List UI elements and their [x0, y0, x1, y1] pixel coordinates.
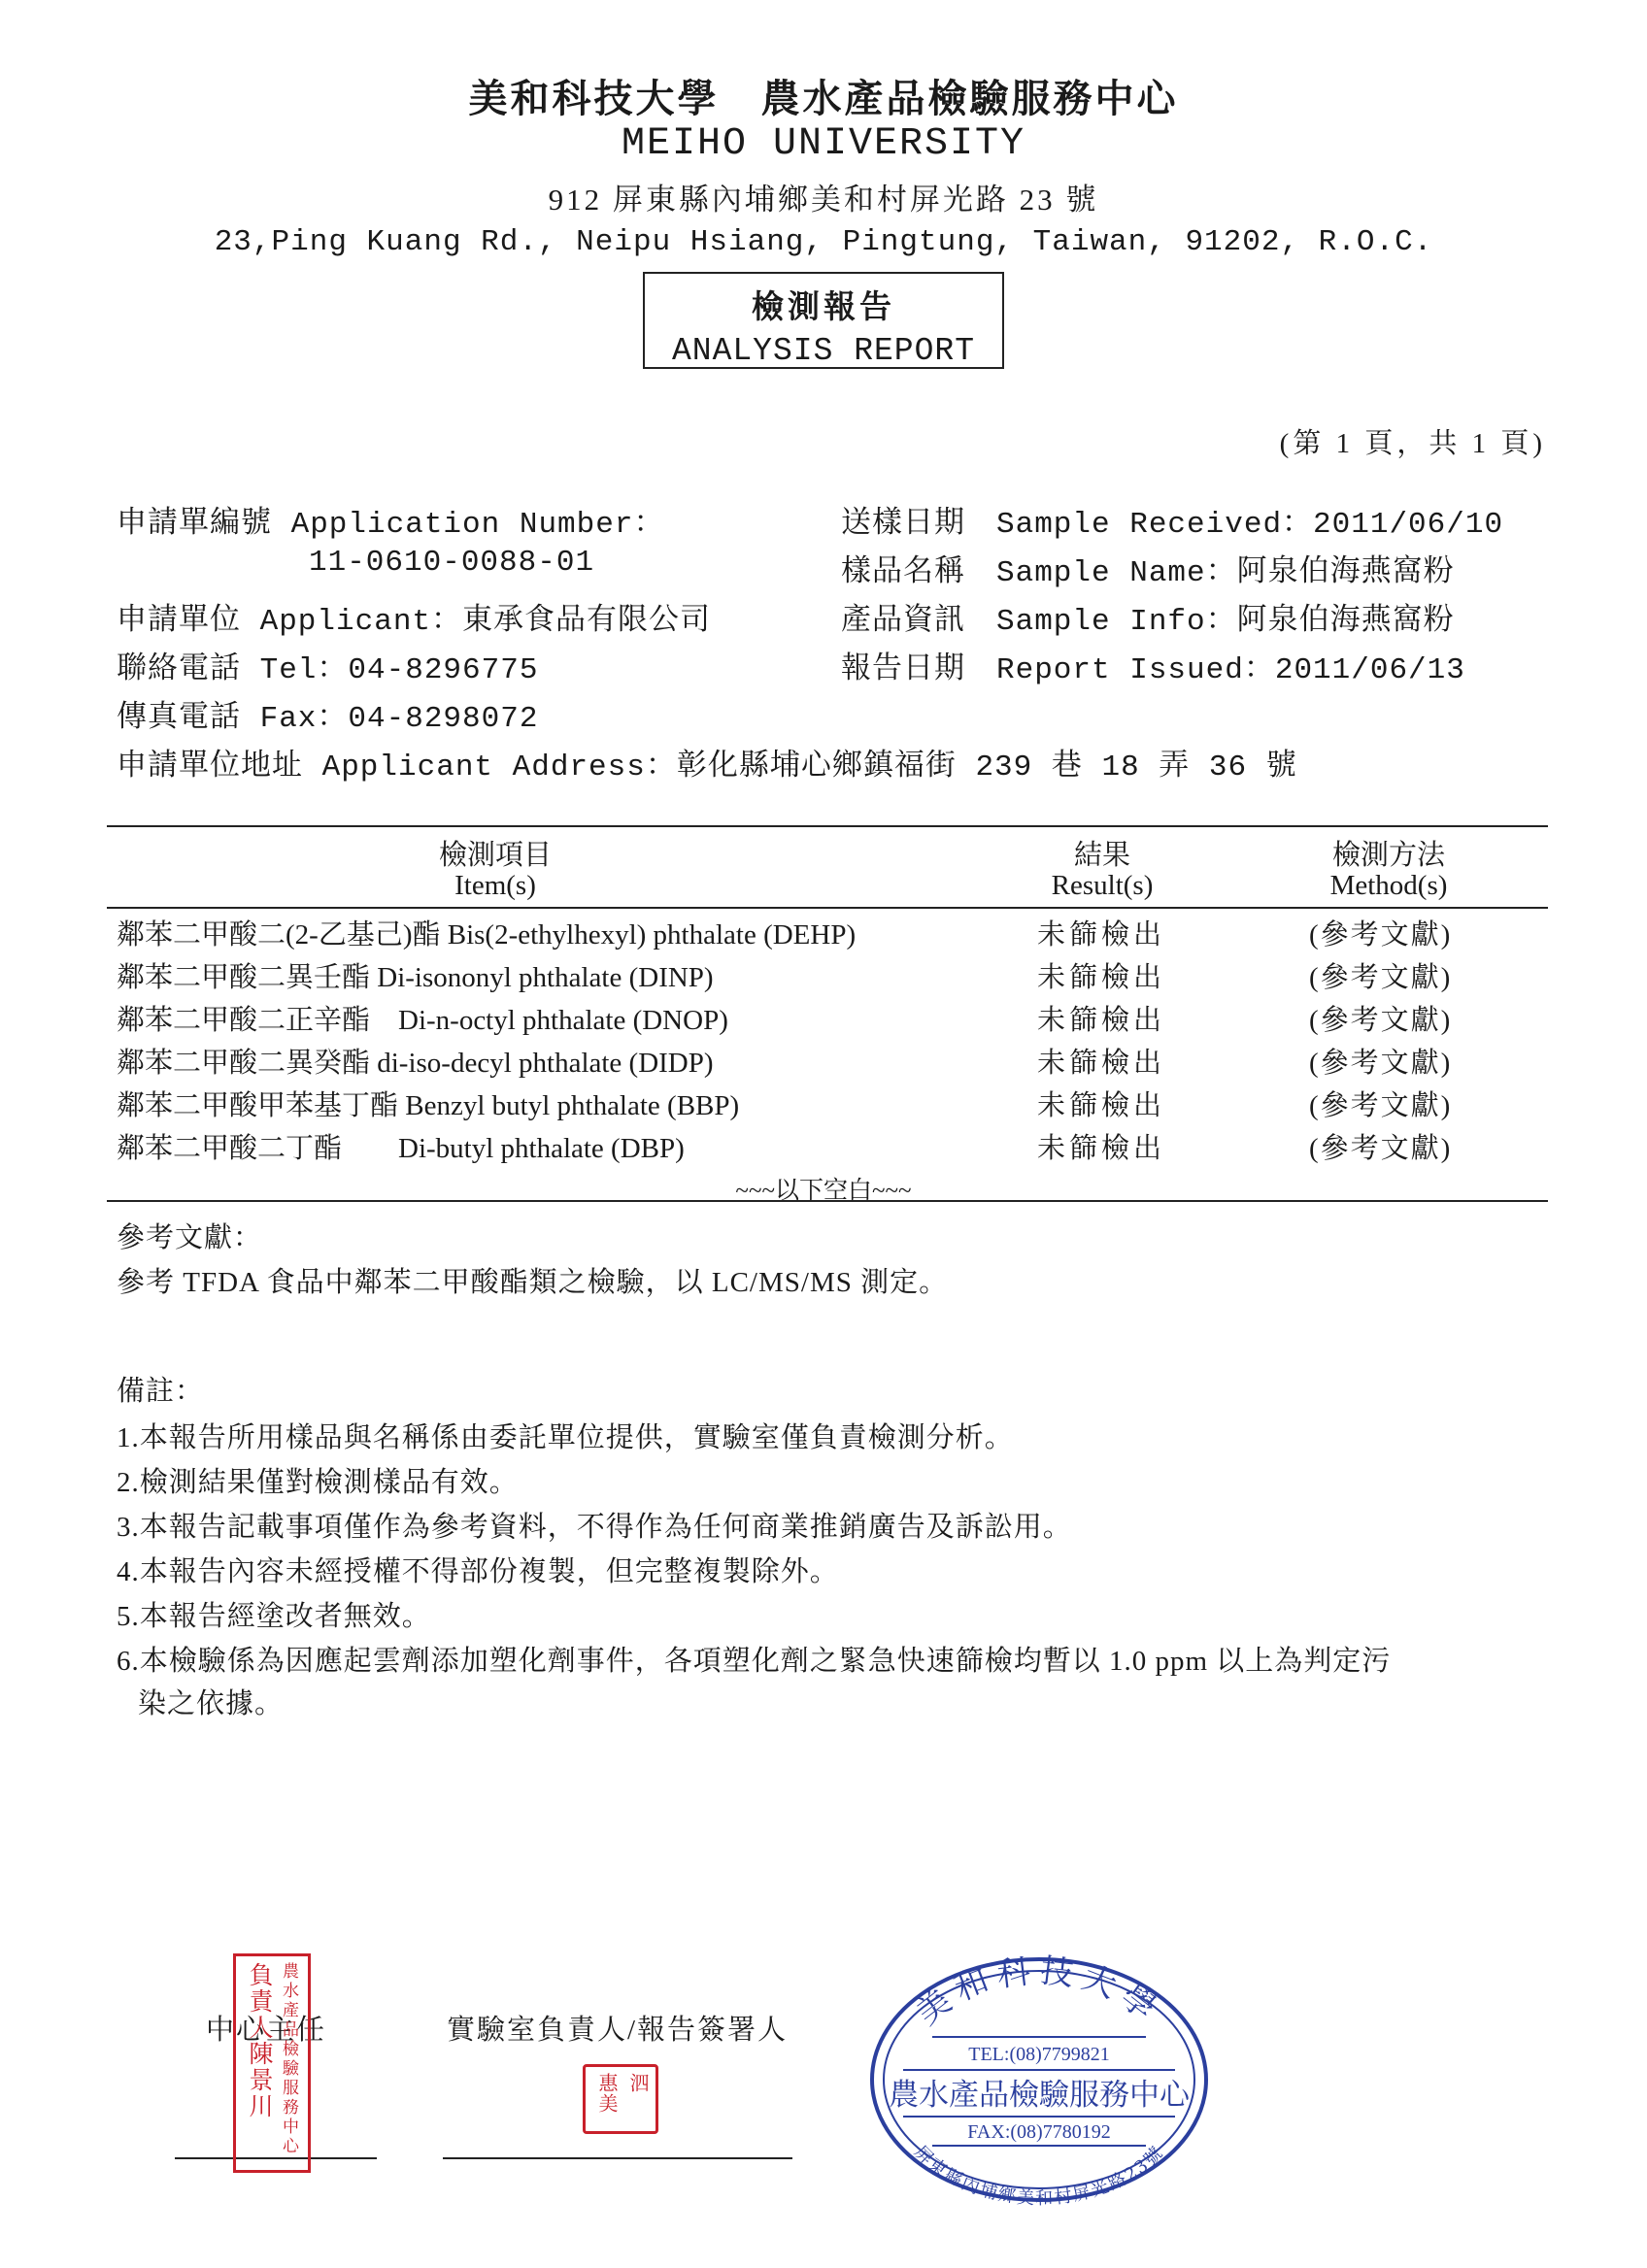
stamp-fax: FAX:(08)7780192	[967, 2121, 1111, 2143]
row-method: (參考文獻)	[1309, 919, 1453, 951]
table-header-rule	[107, 907, 1548, 909]
row-method: (參考文獻)	[1309, 962, 1453, 993]
table-top-rule	[107, 825, 1548, 827]
table-row	[0, 955, 1647, 998]
row-result: 未篩檢出	[1037, 962, 1166, 993]
row-method: (參考文獻)	[1309, 1005, 1453, 1036]
sample-name: 樣品名稱 Sample Name：阿泉伯海燕窩粉	[841, 556, 1455, 590]
institution-address-en: 23,Ping Kuang Rd., Neipu Hsiang, Pingtung, Taiwan, 91202, R.O.C.	[214, 225, 1433, 259]
row-result: 未篩檢出	[1037, 1090, 1166, 1121]
fax: 傳真電話 Fax：04-8298072	[117, 702, 539, 736]
row-method: (參考文獻)	[1309, 1133, 1453, 1164]
note-item: 2.檢測結果僅對檢測樣品有效。	[117, 1467, 519, 1498]
table-bottom-rule	[107, 1200, 1548, 1202]
row-item: 鄰苯二甲酸二(2-乙基己)酯 Bis(2-ethylhexyl) phthalate (DEHP)	[117, 919, 857, 951]
institution-title-zh: 美和科技大學 農水產品檢驗服務中心	[468, 77, 1179, 120]
row-result: 未篩檢出	[1037, 1005, 1166, 1036]
header-result-en: Result(s)	[1051, 870, 1154, 901]
page-indicator: (第 1 頁，共 1 頁)	[1279, 428, 1546, 459]
sample-received: 送樣日期 Sample Received：2011/06/10	[841, 508, 1504, 542]
applicant-address: 申請單位地址 Applicant Address：彰化縣埔心鄉鎮福街 239 巷 18 弄 36 號	[117, 750, 1297, 784]
note-item: 3.本報告記載事項僅作為參考資料，不得作為任何商業推銷廣告及訴訟用。	[117, 1512, 1072, 1543]
row-item: 鄰苯二甲酸二丁酯 Di-butyl phthalate (DBP)	[117, 1133, 685, 1164]
signer-seal-col2: 惠美	[595, 2073, 619, 2114]
row-method: (參考文獻)	[1309, 1090, 1453, 1121]
stamp-bottom-arc-text: 屏東縣內埔鄉美和村屏光路23號	[910, 2142, 1168, 2206]
applicant: 申請單位 Applicant：東承食品有限公司	[117, 605, 712, 639]
note-item: 5.本報告經塗改者無效。	[117, 1601, 431, 1632]
application-number: 11-0610-0088-01	[309, 546, 595, 580]
reference-title: 參考文獻：	[117, 1222, 263, 1253]
header-item-en: Item(s)	[454, 870, 536, 901]
institution-address-zh: 912 屏東縣內埔鄉美和村屏光路 23 號	[548, 183, 1099, 217]
signer-seal-col1: 泗	[626, 2073, 650, 2093]
report-issued: 報告日期 Report Issued：2011/06/13	[841, 653, 1465, 687]
table-row	[0, 1084, 1647, 1126]
table-row	[0, 998, 1647, 1041]
note-item: 1.本報告所用樣品與名稱係由委託單位提供，實驗室僅負責檢測分析。	[117, 1422, 1014, 1453]
header-result-zh: 結果	[1073, 840, 1130, 871]
director-seal	[233, 1953, 311, 2173]
row-item: 鄰苯二甲酸二正辛酯 Di-n-octyl phthalate (DNOP)	[117, 1005, 728, 1036]
note-item: 4.本報告內容未經授權不得部份複製，但完整複製除外。	[117, 1556, 839, 1587]
sample-info: 產品資訊 Sample Info：阿泉伯海燕窩粉	[841, 605, 1455, 639]
stamp-top-arc-text: 美和科技大學	[909, 1953, 1169, 2033]
row-method: (參考文獻)	[1309, 1048, 1453, 1079]
table-row	[0, 1126, 1647, 1169]
reference-text: 參考 TFDA 食品中鄰苯二甲酸酯類之檢驗，以 LC/MS/MS 測定。	[117, 1267, 949, 1298]
table-row	[0, 913, 1647, 955]
note-item: 6.本檢驗係為因應起雲劑添加塑化劑事件，各項塑化劑之緊急快速篩檢均暫以 1.0 ppm 以上為判定污	[117, 1646, 1392, 1677]
row-item: 鄰苯二甲酸二異壬酯 Di-isononyl phthalate (DINP)	[117, 962, 714, 993]
director-seal-person: 負責人陳景川	[246, 1962, 274, 2119]
table-row	[0, 1041, 1647, 1084]
note-item: 染之依據。	[138, 1688, 285, 1719]
application-number-label: 申請單編號 Application Number：	[117, 508, 665, 542]
center-oval-stamp	[864, 1953, 1214, 2206]
stamp-center-name: 農水產品檢驗服務中心	[889, 2078, 1190, 2113]
row-item: 鄰苯二甲酸甲苯基丁酯 Benzyl butyl phthalate (BBP)	[117, 1090, 740, 1121]
table-end-marker: ~~~以下空白~~~	[735, 1178, 912, 1204]
tel: 聯絡電話 Tel：04-8296775	[117, 653, 539, 687]
report-title-en: ANALYSIS REPORT	[671, 333, 976, 369]
header-method-en: Method(s)	[1329, 870, 1448, 901]
header-method-zh: 檢測方法	[1331, 840, 1445, 871]
signer-seal	[583, 2064, 658, 2134]
lab-signature-line	[443, 2157, 792, 2159]
row-result: 未篩檢出	[1037, 1048, 1166, 1079]
director-label: 中心主任	[206, 2015, 327, 2046]
report-title-zh: 檢測報告	[752, 290, 895, 325]
lab-signer-label: 實驗室負責人/報告簽署人	[447, 2015, 789, 2046]
stamp-tel: TEL:(08)7799821	[968, 2044, 1110, 2065]
report-title-box	[643, 272, 1004, 369]
header-item-zh: 檢測項目	[438, 840, 552, 871]
row-result: 未篩檢出	[1037, 919, 1166, 951]
notes-title: 備註：	[117, 1376, 205, 1407]
director-seal-center-name: 農水產品檢驗服務中心	[279, 1962, 298, 2156]
row-item: 鄰苯二甲酸二異癸酯 di-iso-decyl phthalate (DIDP)	[117, 1048, 714, 1079]
row-result: 未篩檢出	[1037, 1133, 1166, 1164]
institution-title-en: MEIHO UNIVERSITY	[621, 122, 1026, 166]
